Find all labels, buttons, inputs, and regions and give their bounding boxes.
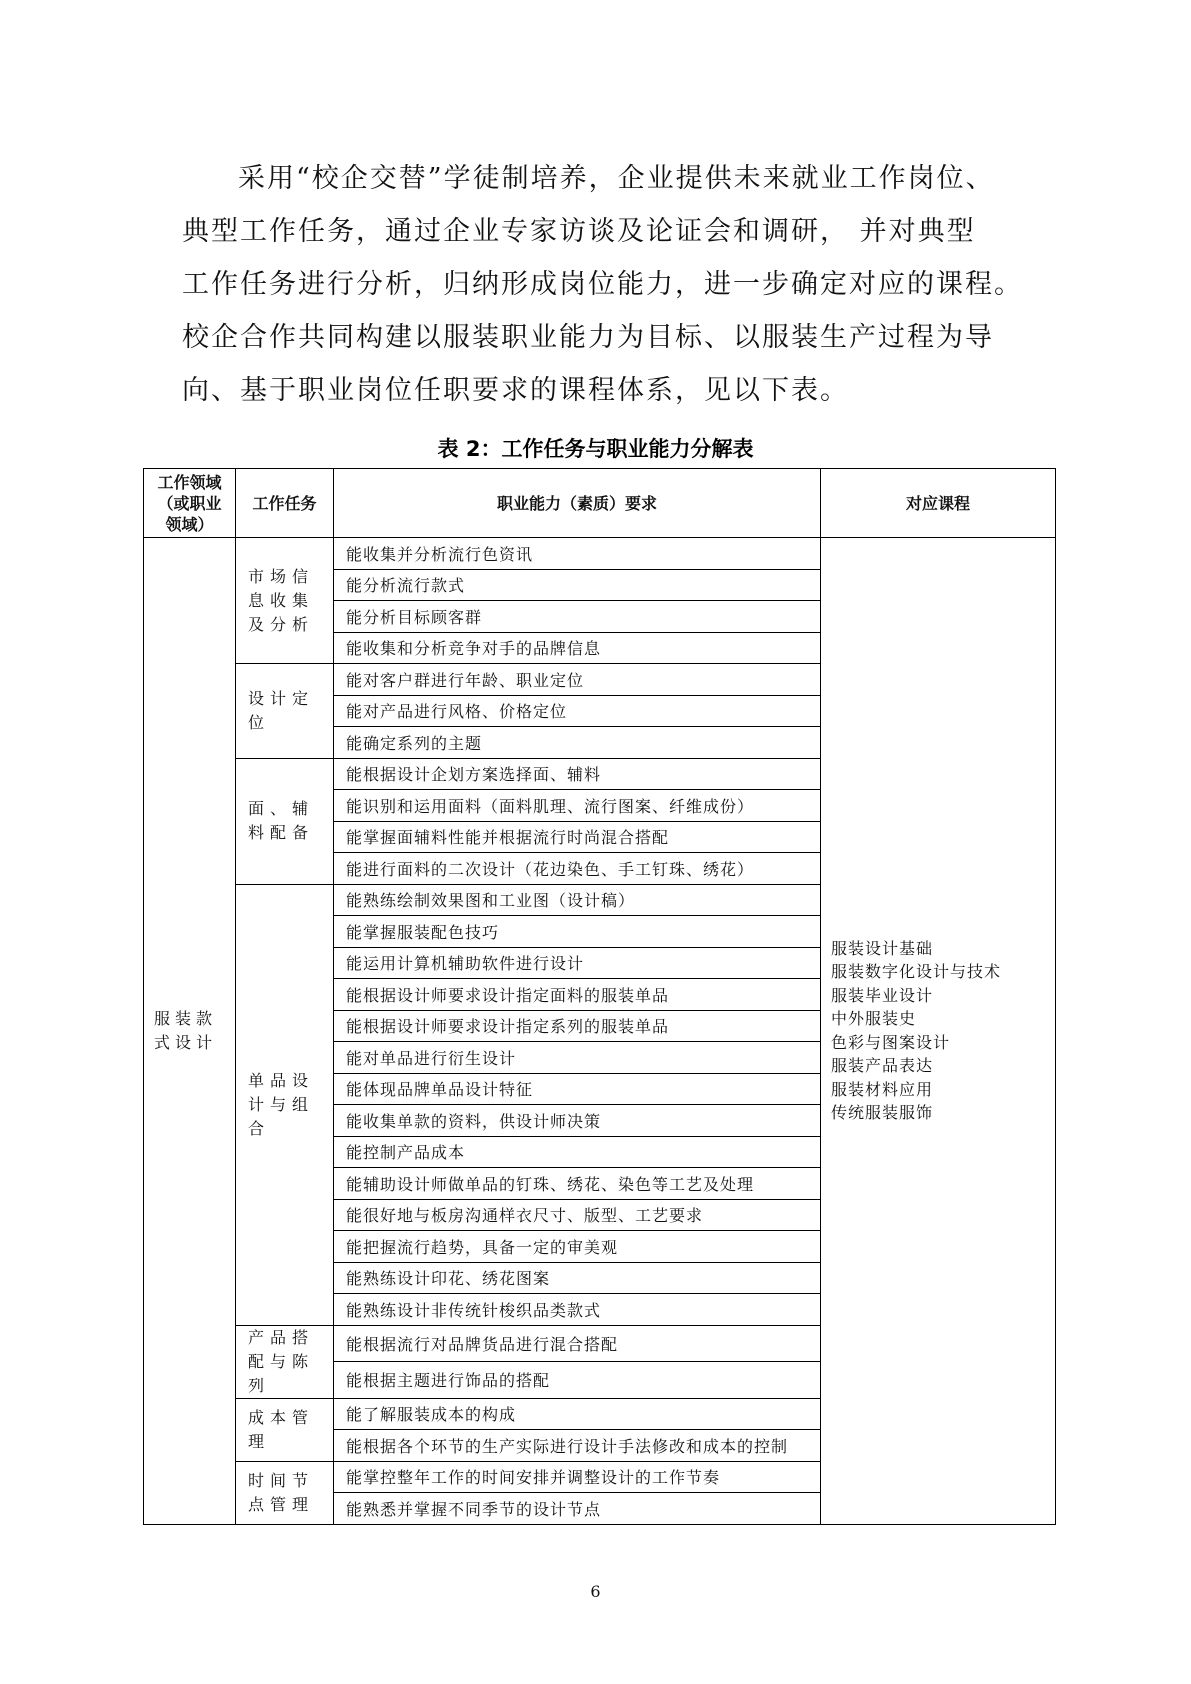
task-cell: 面、辅料配备 bbox=[236, 758, 334, 884]
requirement-cell: 能根据流行对品牌货品进行混合搭配 bbox=[334, 1325, 821, 1362]
task-competency-table bbox=[143, 468, 1056, 1525]
requirement-cell: 能识别和运用面料（面料肌理、流行图案、纤维成份） bbox=[334, 790, 821, 822]
requirement-cell: 能根据设计师要求设计指定面料的服装单品 bbox=[334, 979, 821, 1011]
table-row bbox=[144, 538, 1056, 570]
requirement-cell: 能体现品牌单品设计特征 bbox=[334, 1073, 821, 1105]
intro-line: 典型工作任务，通过企业专家访谈及论证会和调研， 并对典型 bbox=[182, 216, 976, 247]
requirement-cell: 能对产品进行风格、价格定位 bbox=[334, 695, 821, 727]
requirement-cell: 能掌控整年工作的时间安排并调整设计的工作节奏 bbox=[334, 1461, 821, 1493]
requirement-cell: 能根据主题进行饰品的搭配 bbox=[334, 1362, 821, 1399]
requirement-cell: 能确定系列的主题 bbox=[334, 727, 821, 759]
course-item: 服装数字化设计与技术 bbox=[831, 962, 1002, 982]
task-cell: 市场信息收集及分析 bbox=[236, 538, 334, 664]
requirement-cell: 能熟悉并掌握不同季节的设计节点 bbox=[334, 1493, 821, 1525]
requirement-cell: 能熟练绘制效果图和工业图（设计稿） bbox=[334, 884, 821, 916]
header-requirement: 职业能力（素质）要求 bbox=[334, 469, 821, 538]
requirement-cell: 能收集和分析竞争对手的品牌信息 bbox=[334, 632, 821, 664]
header-domain-text: 工作领域（或职业领域） bbox=[157, 472, 222, 534]
intro-paragraph bbox=[182, 152, 1023, 417]
requirement-cell: 能分析目标顾客群 bbox=[334, 601, 821, 633]
table-title: 表 2：工作任务与职业能力分解表 bbox=[437, 437, 754, 461]
course-item: 中外服装史 bbox=[831, 1009, 917, 1029]
task-cell: 设计定位 bbox=[236, 664, 334, 759]
page-number: 6 bbox=[590, 1582, 601, 1601]
requirement-cell: 能根据各个环节的生产实际进行设计手法修改和成本的控制 bbox=[334, 1430, 821, 1462]
table-header-row bbox=[144, 469, 1056, 538]
requirement-cell: 能了解服装成本的构成 bbox=[334, 1398, 821, 1430]
task-cell: 成本管理 bbox=[236, 1398, 334, 1461]
requirement-cell: 能运用计算机辅助软件进行设计 bbox=[334, 947, 821, 979]
requirement-cell: 能进行面料的二次设计（花边染色、手工钉珠、绣花） bbox=[334, 853, 821, 885]
requirement-cell: 能分析流行款式 bbox=[334, 569, 821, 601]
course-item: 服装材料应用 bbox=[831, 1079, 934, 1099]
requirement-cell: 能掌握面辅料性能并根据流行时尚混合搭配 bbox=[334, 821, 821, 853]
course-item: 色彩与图案设计 bbox=[831, 1032, 951, 1052]
requirement-cell: 能收集单款的资料，供设计师决策 bbox=[334, 1105, 821, 1137]
course-item: 服装产品表达 bbox=[831, 1056, 934, 1076]
table-body bbox=[144, 538, 1056, 1525]
header-domain bbox=[144, 469, 236, 538]
header-course: 对应课程 bbox=[821, 469, 1056, 538]
course-item: 服装毕业设计 bbox=[831, 985, 934, 1005]
course-item: 传统服装服饰 bbox=[831, 1103, 934, 1123]
requirement-cell: 能对单品进行衍生设计 bbox=[334, 1042, 821, 1074]
domain-cell: 服装款式设计 bbox=[144, 538, 236, 1525]
requirement-cell: 能熟练设计非传统针梭织品类款式 bbox=[334, 1294, 821, 1326]
courses-cell bbox=[821, 538, 1056, 1525]
intro-line: 校企合作共同构建以服装职业能力为目标、以服装生产过程为导 bbox=[182, 322, 994, 353]
task-cell: 产品搭配与陈列 bbox=[236, 1325, 334, 1398]
requirement-cell: 能掌握服装配色技巧 bbox=[334, 916, 821, 948]
intro-line: 向、基于职业岗位任职要求的课程体系，见以下表。 bbox=[182, 375, 849, 406]
intro-line: 工作任务进行分析，归纳形成岗位能力，进一步确定对应的课程。 bbox=[182, 269, 1023, 300]
requirement-cell: 能辅助设计师做单品的钉珠、绣花、染色等工艺及处理 bbox=[334, 1168, 821, 1200]
requirement-cell: 能很好地与板房沟通样衣尺寸、版型、工艺要求 bbox=[334, 1199, 821, 1231]
course-item: 服装设计基础 bbox=[831, 938, 934, 958]
requirement-cell: 能根据设计师要求设计指定系列的服装单品 bbox=[334, 1010, 821, 1042]
requirement-cell: 能把握流行趋势，具备一定的审美观 bbox=[334, 1231, 821, 1263]
header-task: 工作任务 bbox=[236, 469, 334, 538]
task-cell: 时间节点管理 bbox=[236, 1461, 334, 1524]
requirement-cell: 能对客户群进行年龄、职业定位 bbox=[334, 664, 821, 696]
requirement-cell: 能熟练设计印花、绣花图案 bbox=[334, 1262, 821, 1294]
intro-line: 采用“校企交替”学徒制培养，企业提供未来就业工作岗位、 bbox=[238, 163, 995, 194]
requirement-cell: 能控制产品成本 bbox=[334, 1136, 821, 1168]
task-cell: 单品设计与组合 bbox=[236, 884, 334, 1325]
requirement-cell: 能根据设计企划方案选择面、辅料 bbox=[334, 758, 821, 790]
requirement-cell: 能收集并分析流行色资讯 bbox=[334, 538, 821, 570]
